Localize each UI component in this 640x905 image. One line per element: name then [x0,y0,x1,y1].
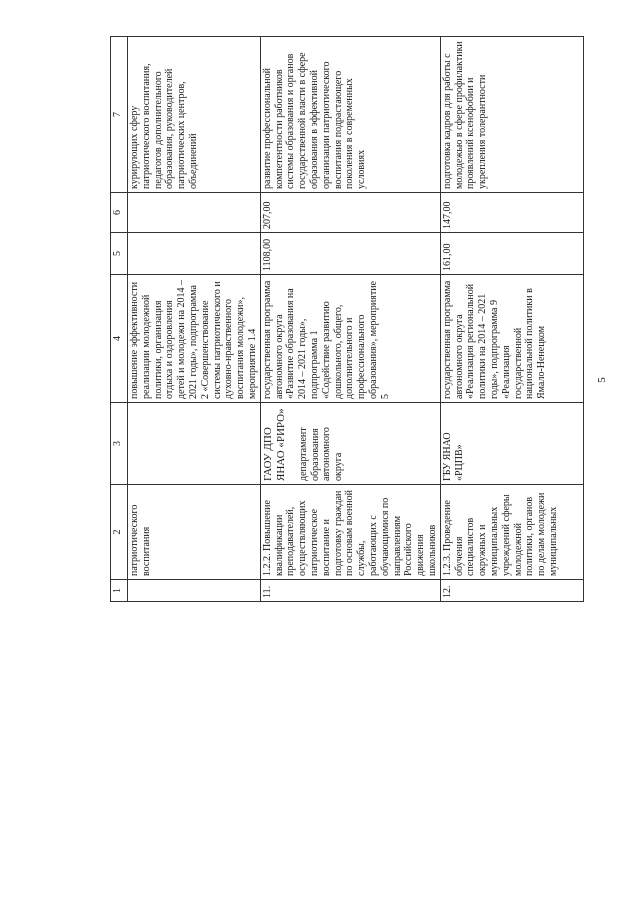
funding-value [128,193,261,233]
action-plan-table [110,36,584,602]
table-row [260,37,440,602]
expected-result: курирующих сферу патриотического воспитания, педагогов дополнительного образования, руководителей патриотических центров, объединений [128,37,261,193]
table-row [128,37,261,602]
column-number: 6 [111,193,128,233]
column-numbers-row [111,37,128,602]
funding-value: 161,00 [440,233,583,275]
column-number: 5 [111,233,128,275]
executor: ГБУ ЯНАО «РЦПВ» [441,432,465,481]
program-reference: повышение эффективности реализации молодежной политики, организация отдыха и оздоровления детей и молодежи на 2014 – 2021 годы», подпрограмма 2 «Совершенствование системы патриотического и духовно-нравственного воспитания молодежи», мероприятие 1.4 [128,275,261,403]
expected-result: подготовка кадров для работы с молодежью в сфере профилактики проявлений ксенофобии и укрепления толерантности [440,37,583,193]
row-number [128,580,261,602]
column-number: 2 [111,485,128,580]
column-number: 3 [111,403,128,485]
program-reference: государственная программа автономного округа «Реализация региональной политики на 2014 – 2021 годы», подпрограмма 9 «Реализация государственной национальной политики в Ямало-Ненецком [440,275,583,403]
table-row [440,37,583,602]
page-number: 5 [596,377,608,383]
funding-value: 1108,00 [260,233,440,275]
program-reference: государственная программа автономного округа «Развитие образования на 2014 – 2021 годы», подпрограмма 1 «Содействие развитию дошкольного, общего, дополнительного и профессионального образования», мероприятие 5 [260,275,440,403]
executors-cell [128,403,261,485]
table-frame [110,37,559,602]
column-number: 7 [111,37,128,193]
funding-value: 207,00 [260,193,440,233]
executors-cell [260,403,440,485]
column-number: 1 [111,580,128,602]
measure-name: 1.2.2. Повышение квалификации преподавателей, осуществляющих патриотическое воспитание и подготовку граждан по основам военной службы, работающих с обучающимися по направлениям Российского движения школьников [260,485,440,580]
column-number: 4 [111,275,128,403]
funding-value: 147,00 [440,193,583,233]
row-number: 11. [260,580,440,602]
executor: департамент образования автономного округа [297,427,345,481]
executors-cell [440,403,583,485]
measure-name: 1.2.3. Проведение обучения специалистов окружных и муниципальных учреждений сферы молодежной политики, органов по делам молодежи муниципальных [440,485,583,580]
measure-name: патриотического воспитания [128,485,261,580]
expected-result: развитие профессиональной компетентности работников системы образования и органов государственной власти в сфере образования в эффективной организации патриотического воспитания подрастающего поколения в современных условиях [260,37,440,193]
rotated-table-area [110,37,559,602]
row-number: 12. [440,580,583,602]
funding-value [128,233,261,275]
executor: ГАОУ ДПО ЯНАО «РИРО» [261,408,287,481]
